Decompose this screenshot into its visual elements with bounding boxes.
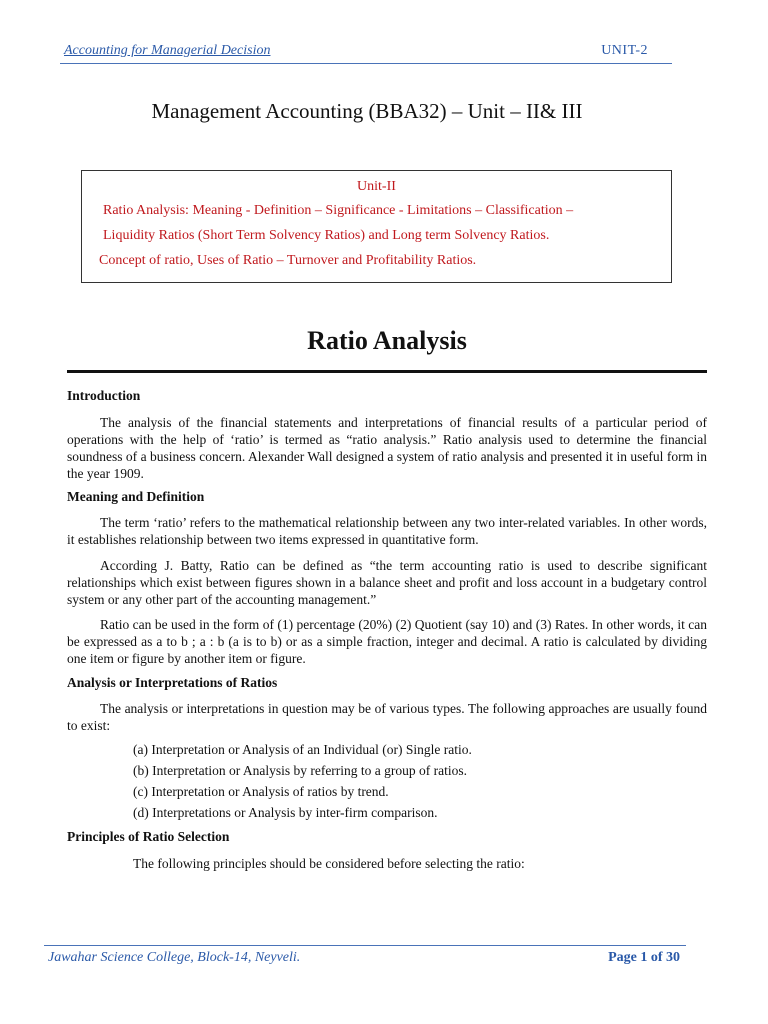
heading-introduction: Introduction xyxy=(67,388,141,403)
unit-heading: Unit-II xyxy=(357,179,396,194)
unit-syllabus-box xyxy=(81,170,672,283)
list-item: (c) Interpretation or Analysis of ratios by trend. xyxy=(133,784,389,799)
heading-meaning-definition: Meaning and Definition xyxy=(67,489,205,504)
header-unit-label: UNIT-2 xyxy=(601,43,648,58)
footer-page-number: Page 1 of 30 xyxy=(608,950,680,965)
unit-topic-line: Liquidity Ratios (Short Term Solvency Ratios) and Long term Solvency Ratios. xyxy=(103,228,550,243)
list-item: (a) Interpretation or Analysis of an Individual (or) Single ratio. xyxy=(133,742,472,757)
heading-analysis: Analysis or Interpretations of Ratios xyxy=(67,675,278,690)
list-item: (b) Interpretation or Analysis by referring to a group of ratios. xyxy=(133,763,468,778)
section-title: Ratio Analysis xyxy=(307,326,467,355)
paragraph-batty-definition: According J. Batty, Ratio can be defined as “the term accounting ratio is used to describe significant relationships which exist between figures shown in a balance sheet and profit and loss account in a budgetary control system or any other part of the accounting management.” xyxy=(67,558,707,607)
header-course-title: Accounting for Managerial Decision xyxy=(64,43,271,58)
paragraph-meaning: The term ‘ratio’ refers to the mathematical relationship between any two inter-related variables. In other words, it establishes relationship between two items expressed in quantitative form. xyxy=(67,515,707,547)
paragraph-introduction: The analysis of the financial statements and interpretations of financial results of a particular period of operations with the help of ‘ratio’ is termed as “ratio analysis.” Ratio analysis used to determine the financial soundness of a business concern. Alexander Wall designed a system of ratio analysis and presented it in useful form in the year 1909. xyxy=(67,415,707,481)
list-item: (d) Interpretations or Analysis by inter-firm comparison. xyxy=(133,805,438,820)
section-divider xyxy=(67,370,707,373)
paragraph-ratio-forms: Ratio can be used in the form of (1) percentage (20%) (2) Quotient (say 10) and (3) Rates. In other words, it can be expressed as a to b ; a : b (a is to b) or as a simple fraction, integer and decimal. A ratio is calculated by dividing one item or figure by another item or figure. xyxy=(67,617,707,666)
unit-topic-line: Ratio Analysis: Meaning - Definition – Significance - Limitations – Classification – xyxy=(103,203,574,218)
footer-college-name: Jawahar Science College, Block-14, Neyveli. xyxy=(48,950,301,965)
page-footer xyxy=(44,945,686,968)
unit-topic-line: Concept of ratio, Uses of Ratio – Turnover and Profitability Ratios. xyxy=(99,253,477,268)
paragraph-analysis: The analysis or interpretations in question may be of various types. The following approaches are usually found to exist: xyxy=(67,701,707,733)
heading-principles: Principles of Ratio Selection xyxy=(67,829,230,844)
paragraph-principles: The following principles should be considered before selecting the ratio: xyxy=(133,856,525,871)
document-title: Management Accounting (BBA32) – Unit – II& III xyxy=(151,99,583,123)
page-header xyxy=(60,43,672,64)
